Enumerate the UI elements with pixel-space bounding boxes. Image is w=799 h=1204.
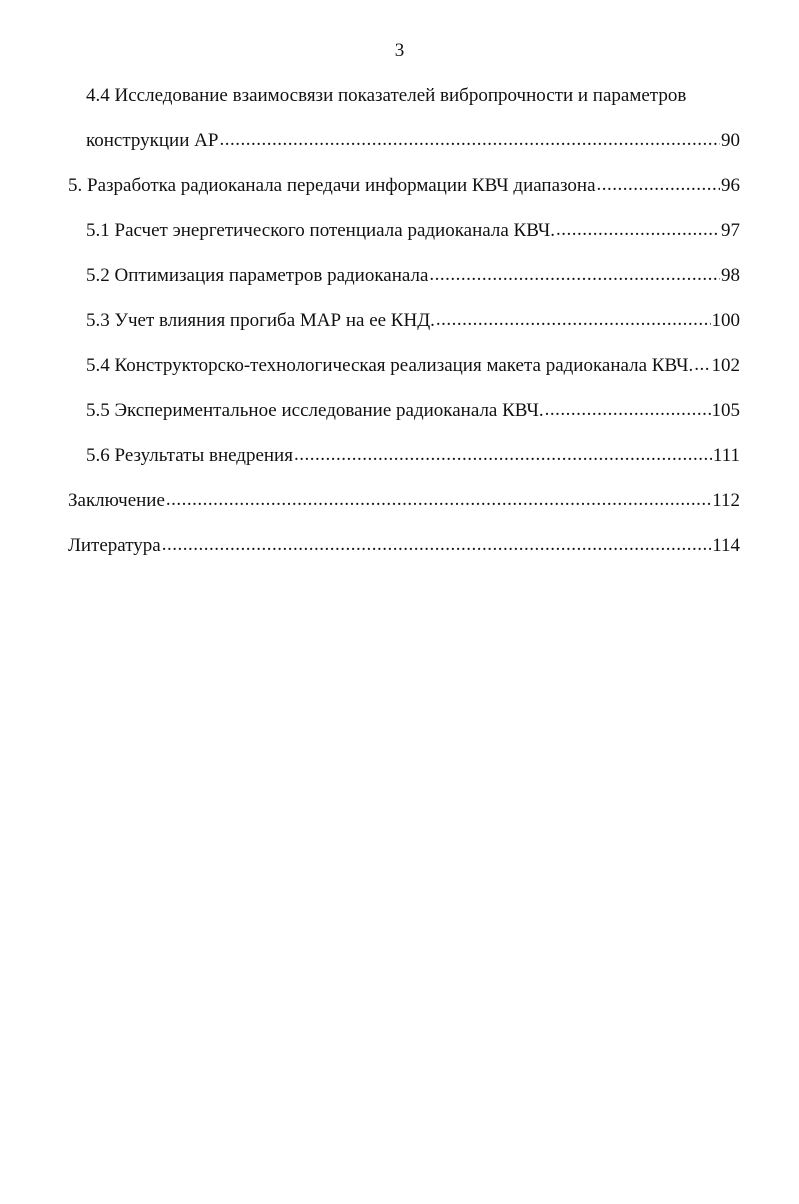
toc-entry-title: Литература (68, 535, 161, 556)
toc-entry-literature[interactable] (68, 533, 740, 578)
page-number: 3 (394, 40, 405, 61)
dot-leader (694, 352, 710, 378)
toc-entry-title: 5.4 Конструкторско-технологическая реализация макета радиоканала КВЧ. (86, 355, 694, 376)
toc-entry-title: 5. Разработка радиоканала передачи информации КВЧ диапазона (68, 175, 596, 196)
toc-entry-page: 105 (711, 400, 740, 421)
toc-entry-page: 96 (721, 175, 740, 196)
toc-entry-5[interactable] (68, 173, 740, 218)
toc-entry-page: 112 (712, 490, 740, 511)
toc-entry-title: 5.6 Результаты внедрения (86, 445, 293, 466)
toc-entry-page: 102 (711, 355, 740, 376)
toc-entry-title: 5.2 Оптимизация параметров радиоканала (86, 265, 429, 286)
dot-leader (219, 127, 720, 153)
dot-leader (166, 487, 711, 513)
toc-entry-title: 5.5 Экспериментальное исследование радиоканала КВЧ. (86, 400, 544, 421)
dot-leader (162, 532, 711, 558)
table-of-contents (68, 83, 740, 578)
toc-entry-title: конструкции АР (86, 130, 219, 151)
toc-entry-4-4-line1[interactable] (68, 83, 740, 128)
toc-entry-page: 98 (721, 265, 740, 286)
dot-leader (436, 307, 711, 333)
toc-entry-page: 97 (721, 220, 740, 241)
toc-entry-title: 5.1 Расчет энергетического потенциала радиоканала КВЧ. (86, 220, 556, 241)
toc-entry-5-6[interactable] (68, 443, 740, 488)
toc-entry-5-5[interactable] (68, 398, 740, 443)
toc-entry-page: 114 (712, 535, 740, 556)
toc-entry-title: 4.4 Исследование взаимосвязи показателей вибропрочности и параметров (86, 85, 687, 106)
dot-leader (429, 262, 720, 288)
toc-entry-page: 100 (711, 310, 740, 331)
toc-entry-title: 5.3 Учет влияния прогиба МАР на ее КНД. (86, 310, 435, 331)
dot-leader (294, 442, 712, 468)
dot-leader (556, 217, 720, 243)
toc-entry-title: Заключение (68, 490, 165, 511)
toc-entry-5-2[interactable] (68, 263, 740, 308)
toc-entry-page: 90 (721, 130, 740, 151)
toc-entry-5-3[interactable] (68, 308, 740, 353)
toc-entry-conclusion[interactable] (68, 488, 740, 533)
toc-entry-4-4-line2[interactable] (68, 128, 740, 173)
toc-entry-5-1[interactable] (68, 218, 740, 263)
dot-leader (545, 397, 711, 423)
toc-entry-page: 111 (712, 445, 740, 466)
dot-leader (597, 172, 720, 198)
toc-entry-5-4[interactable] (68, 353, 740, 398)
